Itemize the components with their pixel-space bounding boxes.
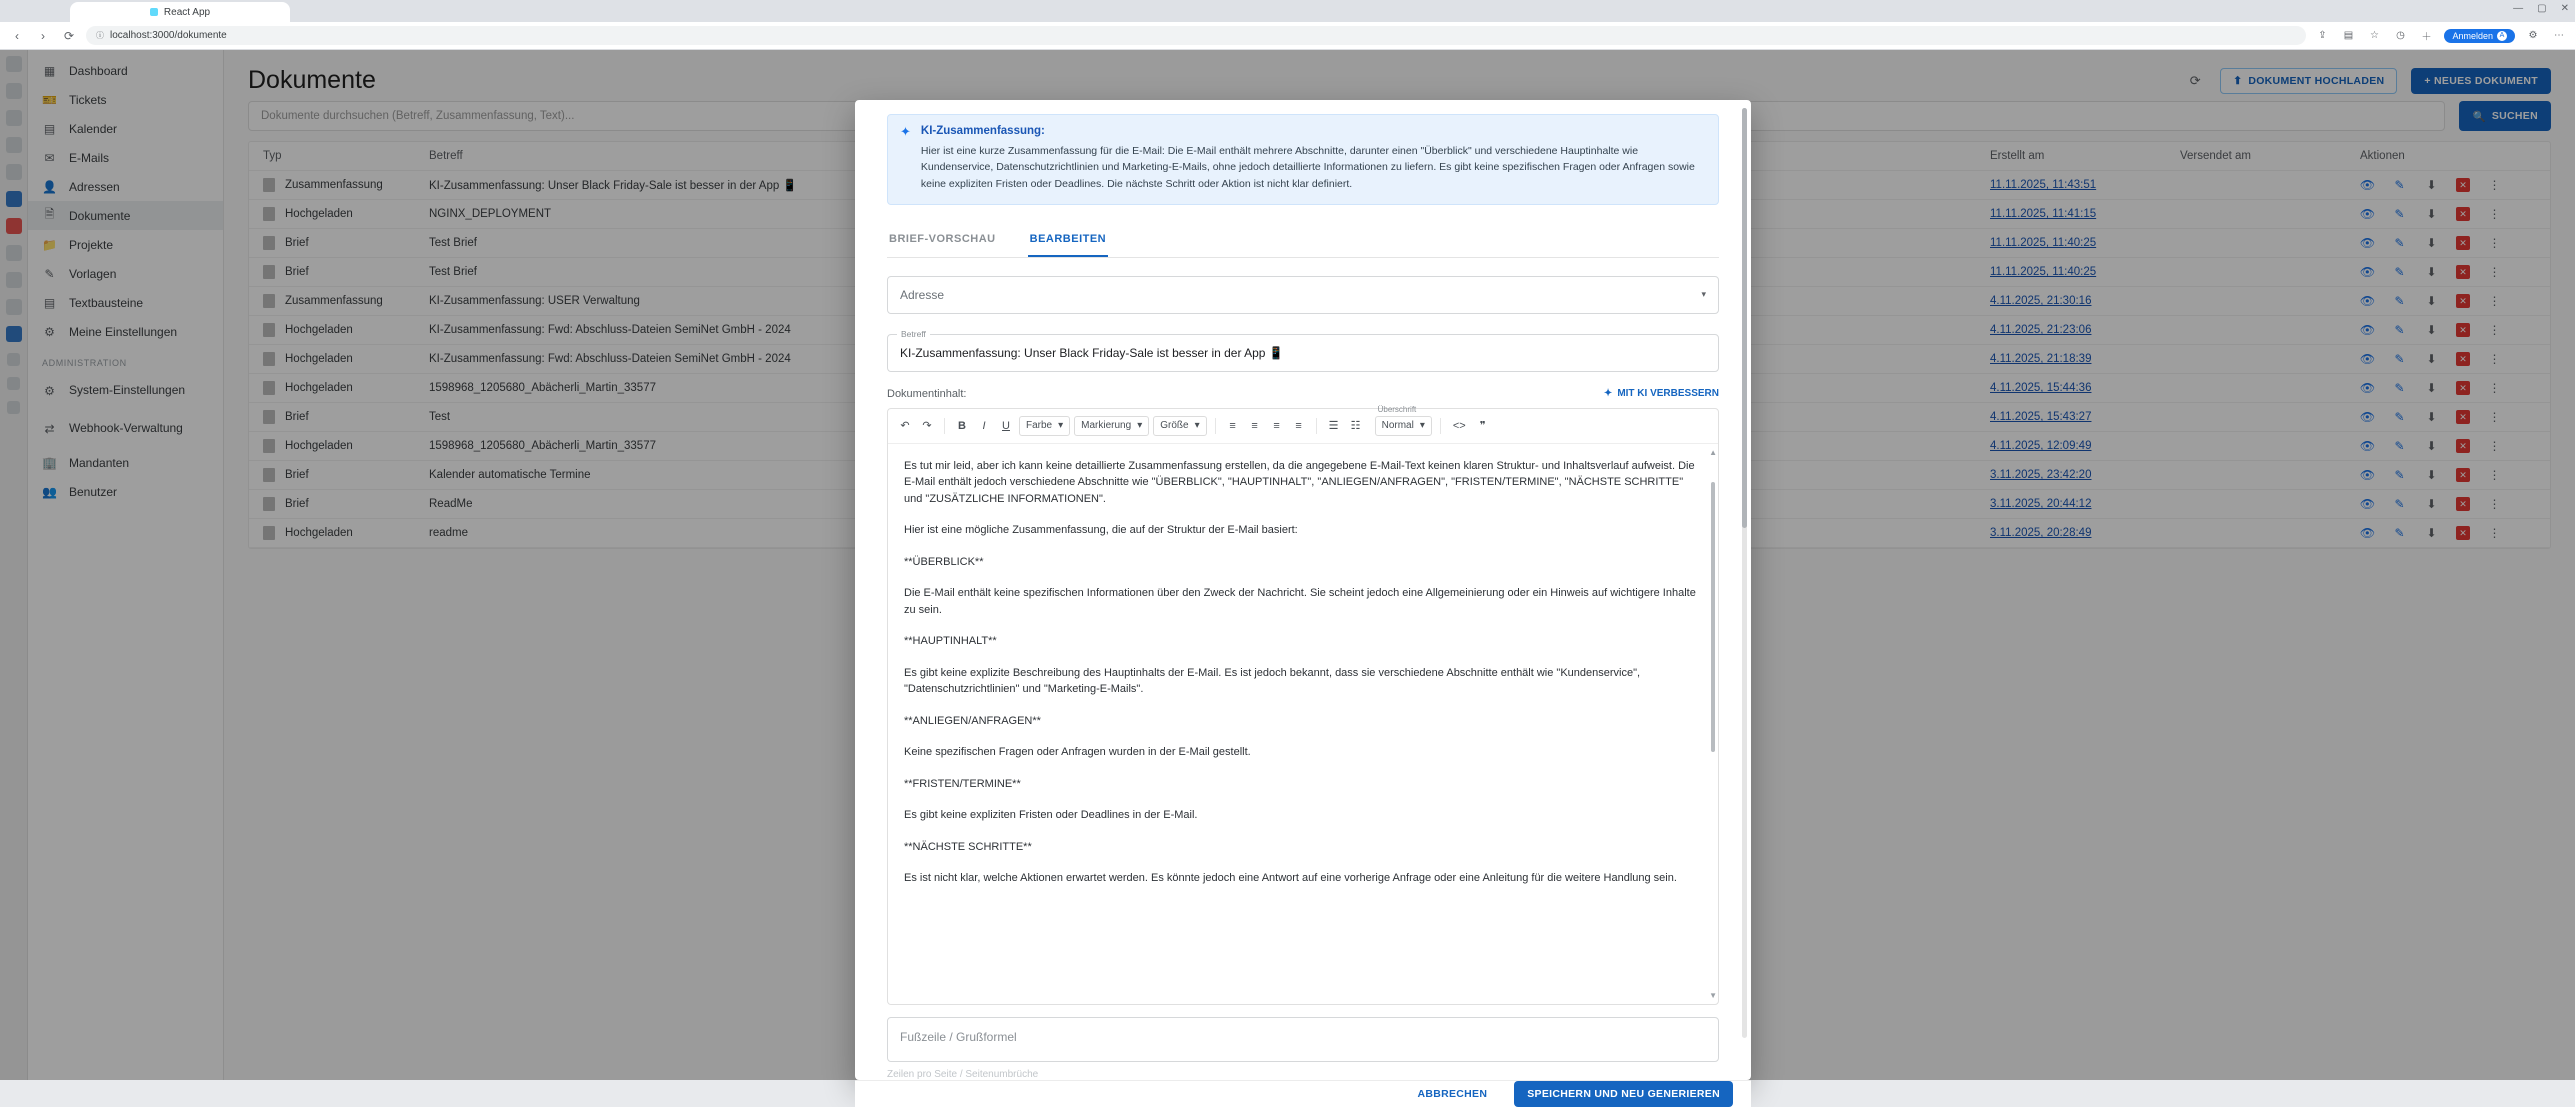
view-icon[interactable]: 👁 bbox=[2359, 439, 2376, 453]
divider bbox=[944, 418, 945, 434]
split-icon[interactable]: ▤ bbox=[2343, 30, 2354, 41]
edit-icon[interactable]: ✎ bbox=[2394, 468, 2405, 482]
user-icon: 👥 bbox=[42, 484, 57, 499]
sidebar-item-label: Textbausteine bbox=[69, 295, 144, 310]
editor-paragraph: Es tut mir leid, aber ich kann keine detaillierte Zusammenfassung erstellen, da die angegebene E-Mail-Text keinen klaren Struktur- und Inhaltsverlauf aufweist. Die E-Mail enthält jedoch verschiedene Abschnitte wie "ÜBERBLICK", "HAUPTINHALT", "ANLIEGEN/ANFRAGEN", "FRISTEN/TERMINE", "NÄCHSTE SCHRITTE" und "ZUSÄTZLICHE INFORMATIONEN". bbox=[904, 459, 1695, 505]
editor-paragraph: Hier ist eine mögliche Zusammenfassung, die auf der Struktur der E-Mail basiert: bbox=[904, 524, 1298, 537]
sidebar-item-label: Tickets bbox=[69, 92, 107, 107]
sparkle-icon: ✦ bbox=[1603, 388, 1613, 400]
download-icon[interactable]: ⬇ bbox=[2426, 265, 2437, 279]
back-icon[interactable]: ‹ bbox=[15, 28, 19, 43]
download-icon[interactable]: ⬇ bbox=[2426, 236, 2437, 250]
building-icon: 🏢 bbox=[42, 455, 57, 470]
download-icon[interactable]: ⬇ bbox=[2426, 468, 2437, 482]
refresh-icon[interactable]: ⟳ bbox=[2189, 72, 2201, 88]
cell-typ-label: Zusammenfassung bbox=[285, 295, 383, 307]
cell-typ-label: Brief bbox=[285, 411, 309, 423]
editor-paragraph: **ANLIEGEN/ANFRAGEN** bbox=[904, 714, 1041, 727]
rich-text-editor bbox=[887, 404, 1719, 1005]
editor-paragraph: Es gibt keine expliziten Fristen oder Deadlines in der E-Mail. bbox=[904, 809, 1198, 822]
column-header-erstellt: Erstellt am bbox=[1990, 150, 2045, 162]
highlight-select-label: Markierung bbox=[1081, 420, 1132, 432]
edit-icon[interactable]: ✎ bbox=[2394, 294, 2405, 308]
divider bbox=[1440, 418, 1441, 434]
info-icon: ⓘ bbox=[96, 31, 104, 40]
ticket-icon: 🎫 bbox=[42, 92, 57, 107]
sidebar-item-label: E-Mails bbox=[69, 150, 110, 165]
created-date-link[interactable]: 4.11.2025, 15:43:27 bbox=[1990, 411, 2092, 423]
dashboard-icon: ▦ bbox=[43, 63, 56, 78]
more-icon[interactable]: ⋮ bbox=[2488, 352, 2501, 366]
align-justify-icon[interactable]: ≡ bbox=[1295, 419, 1302, 432]
cell-typ-label: Zusammenfassung bbox=[285, 179, 383, 191]
cell-typ-label: Brief bbox=[285, 266, 309, 278]
sidebar-item-label: Vorlagen bbox=[69, 266, 117, 281]
subject-field[interactable] bbox=[887, 328, 1719, 372]
cell-betreff: KI-Zusammenfassung: Fwd: Abschluss-Dateien SemiNet GmbH - 2024 bbox=[429, 353, 791, 365]
dialog-footer bbox=[855, 1080, 1751, 1107]
more-icon[interactable]: ⋮ bbox=[2488, 265, 2501, 279]
search-button-label: SUCHEN bbox=[2491, 110, 2538, 122]
dialog-tabs bbox=[887, 223, 1719, 258]
signin-label: Anmelden bbox=[2452, 30, 2493, 41]
cell-typ-label: Brief bbox=[285, 469, 309, 481]
view-icon[interactable]: 👁 bbox=[2359, 265, 2376, 279]
edit-document-dialog bbox=[855, 100, 1751, 1100]
react-favicon-icon bbox=[150, 8, 158, 16]
column-header-betreff: Betreff bbox=[429, 150, 463, 162]
sidebar-item-label: Meine Einstellungen bbox=[69, 324, 178, 339]
cell-betreff: Test Brief bbox=[429, 237, 477, 249]
footer-greeting-field[interactable] bbox=[887, 1017, 1719, 1062]
delete-icon[interactable]: ✕ bbox=[2456, 526, 2470, 540]
avatar: A bbox=[2497, 31, 2507, 41]
edit-icon[interactable]: ✎ bbox=[2394, 207, 2405, 221]
delete-icon[interactable]: ✕ bbox=[2456, 236, 2470, 250]
more-icon[interactable]: ⋮ bbox=[2488, 178, 2501, 192]
cell-betreff: 1598968_1205680_Abächerli_Martin_33577 bbox=[429, 440, 656, 452]
align-left-icon[interactable]: ≡ bbox=[1229, 419, 1236, 432]
sidebar-item-label: Webhook-Verwaltung bbox=[69, 421, 183, 436]
editor-scrollbar[interactable] bbox=[1711, 482, 1715, 752]
folder-icon: 📁 bbox=[42, 237, 57, 252]
edit-icon[interactable]: ✎ bbox=[2394, 178, 2405, 192]
cell-betreff: ReadMe bbox=[429, 498, 473, 510]
created-date-link[interactable]: 3.11.2025, 23:42:20 bbox=[1990, 469, 2092, 481]
created-date-link[interactable]: 3.11.2025, 20:28:49 bbox=[1990, 527, 2092, 539]
bookmark-icon[interactable]: ☆ bbox=[2369, 30, 2379, 41]
column-header-aktionen: Aktionen bbox=[2360, 150, 2405, 162]
dialog-scrollbar[interactable] bbox=[1742, 108, 1747, 1038]
view-icon[interactable]: 👁 bbox=[2359, 381, 2376, 395]
editor-paragraph: Die E-Mail enthält keine spezifischen Informationen über den Zweck der Nachricht. Sie scheint jedoch eine Allgemeinierung oder ein Hinweis auf wichtigere Inhalte zu sein. bbox=[904, 587, 1696, 616]
delete-icon[interactable]: ✕ bbox=[2456, 439, 2470, 453]
divider bbox=[1316, 418, 1317, 434]
chevron-down-icon: ▾ bbox=[1137, 420, 1143, 432]
edit-icon[interactable]: ✎ bbox=[2394, 352, 2405, 366]
created-date-link[interactable]: 4.11.2025, 12:09:49 bbox=[1990, 440, 2092, 452]
more-icon[interactable]: ⋯ bbox=[2554, 30, 2564, 41]
cell-betreff: Test bbox=[429, 411, 451, 423]
document-icon: 🗎 bbox=[44, 207, 55, 221]
editor-toolbar bbox=[888, 404, 1718, 444]
cell-betreff: NGINX_DEPLOYMENT bbox=[429, 208, 552, 220]
edit-icon[interactable]: ✎ bbox=[2394, 526, 2405, 540]
editor-paragraph: Keine spezifischen Fragen oder Anfragen wurden in der E-Mail gestellt. bbox=[904, 746, 1251, 759]
download-icon[interactable]: ⬇ bbox=[2426, 381, 2437, 395]
search-placeholder: Dokumente durchsuchen (Betreff, Zusammenfassung, Text)... bbox=[261, 110, 575, 122]
editor-paragraph: **ÜBERBLICK** bbox=[904, 555, 984, 568]
created-date-link[interactable]: 11.11.2025, 11:41:15 bbox=[1990, 208, 2097, 220]
download-icon[interactable]: ⬇ bbox=[2426, 352, 2437, 366]
edit-icon[interactable]: ✎ bbox=[2394, 265, 2405, 279]
column-header-typ: Typ bbox=[263, 150, 282, 162]
close-icon[interactable]: ✕ bbox=[2560, 3, 2569, 14]
more-icon[interactable]: ⋮ bbox=[2488, 526, 2501, 540]
collections-icon[interactable]: ＋ bbox=[2421, 32, 2432, 43]
sidebar-item-label: Kalender bbox=[69, 121, 118, 136]
address-bar[interactable] bbox=[86, 26, 2306, 45]
view-icon[interactable]: 👁 bbox=[2359, 207, 2376, 221]
view-icon[interactable]: 👁 bbox=[2359, 236, 2376, 250]
edit-icon[interactable]: ✎ bbox=[2394, 236, 2405, 250]
cell-betreff: KI-Zusammenfassung: Unser Black Friday-Sale ist besser in der App 📱 bbox=[429, 180, 797, 192]
cell-betreff: Test Brief bbox=[429, 266, 477, 278]
app-viewport bbox=[0, 50, 2575, 1100]
cell-typ-label: Brief bbox=[285, 498, 309, 510]
cell-betreff: 1598968_1205680_Abächerli_Martin_33577 bbox=[429, 382, 656, 394]
tab-strip bbox=[0, 0, 2575, 22]
heading-select-label: Überschrift bbox=[1377, 404, 1417, 414]
created-date-link[interactable]: 4.11.2025, 21:18:39 bbox=[1990, 353, 2092, 365]
download-icon[interactable]: ⬇ bbox=[2426, 410, 2437, 424]
document-content-row bbox=[887, 388, 1719, 400]
sidebar-item-label: Dokumente bbox=[69, 208, 131, 223]
dialog-scroll-thumb[interactable] bbox=[1742, 108, 1747, 528]
browser-tab[interactable] bbox=[70, 2, 290, 22]
delete-icon[interactable]: ✕ bbox=[2456, 207, 2470, 221]
more-icon[interactable]: ⋮ bbox=[2488, 294, 2501, 308]
highlight-select[interactable] bbox=[1074, 416, 1149, 436]
delete-icon[interactable]: ✕ bbox=[2456, 381, 2470, 395]
scroll-up-icon[interactable]: ▲ bbox=[1709, 447, 1717, 457]
minimize-icon[interactable]: — bbox=[2513, 3, 2524, 14]
delete-icon[interactable]: ✕ bbox=[2456, 323, 2470, 337]
size-select-label: Größe bbox=[1160, 420, 1189, 432]
edit-icon[interactable]: ✎ bbox=[2394, 323, 2405, 337]
gear-icon: ⚙ bbox=[44, 384, 55, 398]
tab-bearbeiten[interactable]: BEARBEITEN bbox=[1028, 223, 1109, 257]
new-document-label: + NEUES DOKUMENT bbox=[2424, 74, 2538, 87]
forward-icon[interactable]: › bbox=[41, 28, 45, 43]
align-center-icon[interactable]: ≡ bbox=[1251, 419, 1258, 432]
improve-with-ai-label: MIT KI VERBESSERN bbox=[1617, 388, 1719, 400]
cell-betreff: Kalender automatische Termine bbox=[429, 469, 591, 481]
sidebar-item-label: Benutzer bbox=[69, 484, 118, 499]
address-bar-url: localhost:3000/dokumente bbox=[110, 30, 227, 41]
delete-icon[interactable]: ✕ bbox=[2456, 468, 2470, 482]
italic-button[interactable]: I bbox=[982, 419, 986, 432]
created-date-link[interactable]: 11.11.2025, 11:43:51 bbox=[1990, 179, 2097, 191]
download-icon[interactable]: ⬇ bbox=[2426, 207, 2437, 221]
view-icon[interactable]: 👁 bbox=[2359, 294, 2376, 308]
improve-with-ai-button[interactable] bbox=[1604, 388, 1719, 399]
created-date-link[interactable]: 11.11.2025, 11:40:25 bbox=[1990, 237, 2097, 249]
view-icon[interactable]: 👁 bbox=[2359, 468, 2376, 482]
edit-icon[interactable]: ✎ bbox=[2394, 497, 2405, 511]
window-controls bbox=[2513, 3, 2569, 14]
more-icon[interactable]: ⋮ bbox=[2488, 381, 2501, 395]
sidebar-section-label: ADMINISTRATION bbox=[42, 358, 127, 368]
underline-button[interactable]: U bbox=[1002, 419, 1010, 432]
calendar-icon: ▤ bbox=[43, 121, 56, 136]
redo-icon[interactable]: ↷ bbox=[922, 420, 932, 433]
view-icon[interactable]: 👁 bbox=[2359, 352, 2376, 366]
cell-typ-label: Hochgeladen bbox=[285, 382, 353, 394]
view-icon[interactable]: 👁 bbox=[2359, 178, 2376, 192]
chevron-down-icon: ▾ bbox=[1194, 420, 1200, 432]
download-icon[interactable]: ⬇ bbox=[2426, 497, 2437, 511]
page-title: Dokumente bbox=[248, 66, 376, 94]
search-icon: 🔍 bbox=[2472, 110, 2486, 123]
cell-betreff: KI-Zusammenfassung: USER Verwaltung bbox=[429, 295, 640, 307]
created-date-link[interactable]: 4.11.2025, 21:30:16 bbox=[1990, 295, 2092, 307]
subject-field-value: KI-Zusammenfassung: Unser Black Friday-Sale ist besser in der App 📱 bbox=[900, 345, 1284, 360]
color-select-label: Farbe bbox=[1026, 420, 1053, 432]
chevron-down-icon: ▾ bbox=[1058, 420, 1064, 432]
column-header-versendet: Versendet am bbox=[2180, 150, 2251, 162]
size-select[interactable] bbox=[1153, 416, 1206, 436]
editor-paragraph: **HAUPTINHALT** bbox=[904, 635, 997, 648]
created-date-link[interactable]: 11.11.2025, 11:40:25 bbox=[1990, 266, 2097, 278]
address-icon: 👤 bbox=[42, 179, 57, 194]
delete-icon[interactable]: ✕ bbox=[2456, 265, 2470, 279]
sidebar-item-label: Mandanten bbox=[69, 455, 130, 470]
more-icon[interactable]: ⋮ bbox=[2488, 410, 2501, 424]
download-icon[interactable]: ⬇ bbox=[2426, 439, 2437, 453]
edit-icon[interactable]: ✎ bbox=[2394, 439, 2405, 453]
webhook-icon: ⇄ bbox=[44, 422, 55, 436]
reload-icon[interactable]: ⟳ bbox=[63, 28, 75, 43]
template-icon: ✎ bbox=[44, 266, 55, 281]
edit-icon[interactable]: ✎ bbox=[2394, 410, 2405, 424]
delete-icon[interactable]: ✕ bbox=[2456, 410, 2470, 424]
download-icon[interactable]: ⬇ bbox=[2426, 526, 2437, 540]
address-select[interactable] bbox=[887, 276, 1719, 314]
scroll-down-icon[interactable]: ▼ bbox=[1709, 990, 1717, 1000]
more-icon[interactable]: ⋮ bbox=[2488, 439, 2501, 453]
heading-select[interactable] bbox=[1375, 404, 1432, 436]
quote-icon[interactable]: ❞ bbox=[1479, 420, 1486, 433]
chevron-down-icon: ▾ bbox=[1419, 420, 1425, 432]
undo-icon[interactable]: ↶ bbox=[900, 420, 910, 433]
sidebar-item-label: Projekte bbox=[69, 237, 114, 252]
tab-brief-vorschau[interactable]: BRIEF-VORSCHAU bbox=[889, 232, 996, 245]
ai-summary-panel bbox=[887, 114, 1719, 205]
created-date-link[interactable]: 3.11.2025, 20:44:12 bbox=[1990, 498, 2092, 510]
cell-typ-label: Hochgeladen bbox=[285, 208, 353, 220]
signin-button[interactable] bbox=[2444, 29, 2515, 43]
view-icon[interactable]: 👁 bbox=[2359, 323, 2376, 337]
toolbar-right bbox=[2314, 28, 2567, 44]
align-right-icon[interactable]: ≡ bbox=[1273, 419, 1280, 432]
delete-icon[interactable]: ✕ bbox=[2456, 497, 2470, 511]
settings-icon[interactable]: ⚙ bbox=[2528, 30, 2538, 41]
dialog-body bbox=[855, 100, 1751, 1080]
sparkle-icon: ✦ bbox=[900, 124, 911, 139]
address-select-value: Adresse bbox=[900, 287, 945, 302]
cancel-button[interactable]: ABBRECHEN bbox=[1417, 1087, 1488, 1100]
more-icon[interactable]: ⋮ bbox=[2488, 207, 2501, 221]
bold-button[interactable]: B bbox=[958, 419, 966, 432]
share-icon[interactable]: ⇪ bbox=[2318, 30, 2327, 41]
created-date-link[interactable]: 4.11.2025, 15:44:36 bbox=[1990, 382, 2092, 394]
delete-icon[interactable]: ✕ bbox=[2456, 294, 2470, 308]
cell-typ-label: Hochgeladen bbox=[285, 440, 353, 452]
more-icon[interactable]: ⋮ bbox=[2488, 236, 2501, 250]
sidebar-item-label: System-Einstellungen bbox=[69, 383, 186, 398]
download-icon[interactable]: ⬇ bbox=[2426, 323, 2437, 337]
view-icon[interactable]: 👁 bbox=[2359, 526, 2376, 540]
editor-paragraph: Es ist nicht klar, welche Aktionen erwartet werden. Es könnte jedoch eine Antwort auf eine vorherige Anfrage oder eine Anleitung für die weitere Handlung sein. bbox=[904, 872, 1677, 885]
cell-typ-label: Hochgeladen bbox=[285, 527, 353, 539]
footer-greeting-placeholder: Fußzeile / Grußformel bbox=[900, 1029, 1017, 1044]
cell-betreff: KI-Zusammenfassung: Fwd: Abschluss-Dateien SemiNet GmbH - 2024 bbox=[429, 324, 791, 336]
view-icon[interactable]: 👁 bbox=[2359, 497, 2376, 511]
cell-typ-label: Brief bbox=[285, 237, 309, 249]
editor-paragraph: Es gibt keine explizite Beschreibung des Hauptinhalts der E-Mail. Es ist jedoch bekannt, dass sie verschiedene Abschnitte enthält wie "Kundenservice", "Datenschutzrichtlinien" und "Marketing-E-Mails". bbox=[904, 666, 1641, 696]
browser-tab-title: React App bbox=[163, 6, 211, 18]
maximize-icon[interactable]: ▢ bbox=[2537, 3, 2547, 14]
more-icon[interactable]: ⋮ bbox=[2488, 323, 2501, 337]
sidebar-item-label: Adressen bbox=[69, 179, 120, 194]
created-date-link[interactable]: 4.11.2025, 21:23:06 bbox=[1990, 324, 2092, 336]
subject-field-label: Betreff bbox=[897, 329, 930, 339]
download-icon[interactable]: ⬇ bbox=[2426, 178, 2437, 192]
download-icon[interactable]: ⬇ bbox=[2426, 294, 2437, 308]
chevron-down-icon: ▾ bbox=[1701, 289, 1706, 300]
document-content-label: Dokumentinhalt: bbox=[887, 387, 967, 400]
cell-betreff: readme bbox=[429, 527, 468, 539]
bullet-list-icon[interactable]: ☰ bbox=[1328, 420, 1339, 433]
more-icon[interactable]: ⋮ bbox=[2488, 497, 2501, 511]
cell-typ-label: Hochgeladen bbox=[285, 353, 353, 365]
history-icon[interactable]: ◷ bbox=[2396, 30, 2405, 41]
sidebar-item-label: Dashboard bbox=[69, 63, 128, 78]
numbered-list-icon[interactable]: ☷ bbox=[1350, 420, 1361, 433]
ghost-hint-text: Zeilen pro Seite / Seitenumbrüche bbox=[887, 1068, 1039, 1080]
cell-typ-label: Hochgeladen bbox=[285, 324, 353, 336]
editor-content[interactable] bbox=[888, 444, 1718, 1004]
editor-paragraph: **NÄCHSTE SCHRITTE** bbox=[904, 840, 1032, 853]
upload-icon: ⬆ bbox=[2233, 74, 2243, 87]
heading-select-value: Normal bbox=[1381, 420, 1414, 432]
edit-icon[interactable]: ✎ bbox=[2394, 381, 2405, 395]
ai-summary-text: Hier ist eine kurze Zusammenfassung für die E-Mail: Die E-Mail enthält mehrere Abschnitte, darunter einen "Überblick" und verschiedene Hauptinhalte wie Kundenservice, Datenschutzrichtlinien und Marketing-E-Mails, ohne jedoch detaillierte Informationen zu liefern. Es gibt keine spezifischen Fragen oder Anfragen sowie keine expliziten Fristen oder Deadlines. Die nächste Schritt oder Aktion ist nicht klar definiert. bbox=[920, 145, 1695, 190]
text-icon: ▤ bbox=[43, 295, 56, 310]
delete-icon[interactable]: ✕ bbox=[2456, 352, 2470, 366]
editor-paragraph: **FRISTEN/TERMINE** bbox=[904, 777, 1021, 790]
more-icon[interactable]: ⋮ bbox=[2488, 468, 2501, 482]
browser-toolbar bbox=[0, 22, 2575, 50]
code-icon[interactable]: <> bbox=[1452, 419, 1466, 432]
ai-summary-title: KI-Zusammenfassung: bbox=[920, 125, 1045, 137]
divider bbox=[1215, 418, 1216, 434]
color-select[interactable] bbox=[1019, 416, 1070, 436]
mail-icon: ✉ bbox=[44, 150, 55, 165]
settings-icon: ⚙ bbox=[44, 324, 55, 339]
save-and-regenerate-button[interactable]: SPEICHERN UND NEU GENERIEREN bbox=[1514, 1081, 1733, 1107]
upload-document-label: DOKUMENT HOCHLADEN bbox=[2248, 74, 2385, 87]
delete-icon[interactable]: ✕ bbox=[2456, 178, 2470, 192]
view-icon[interactable]: 👁 bbox=[2359, 410, 2376, 424]
